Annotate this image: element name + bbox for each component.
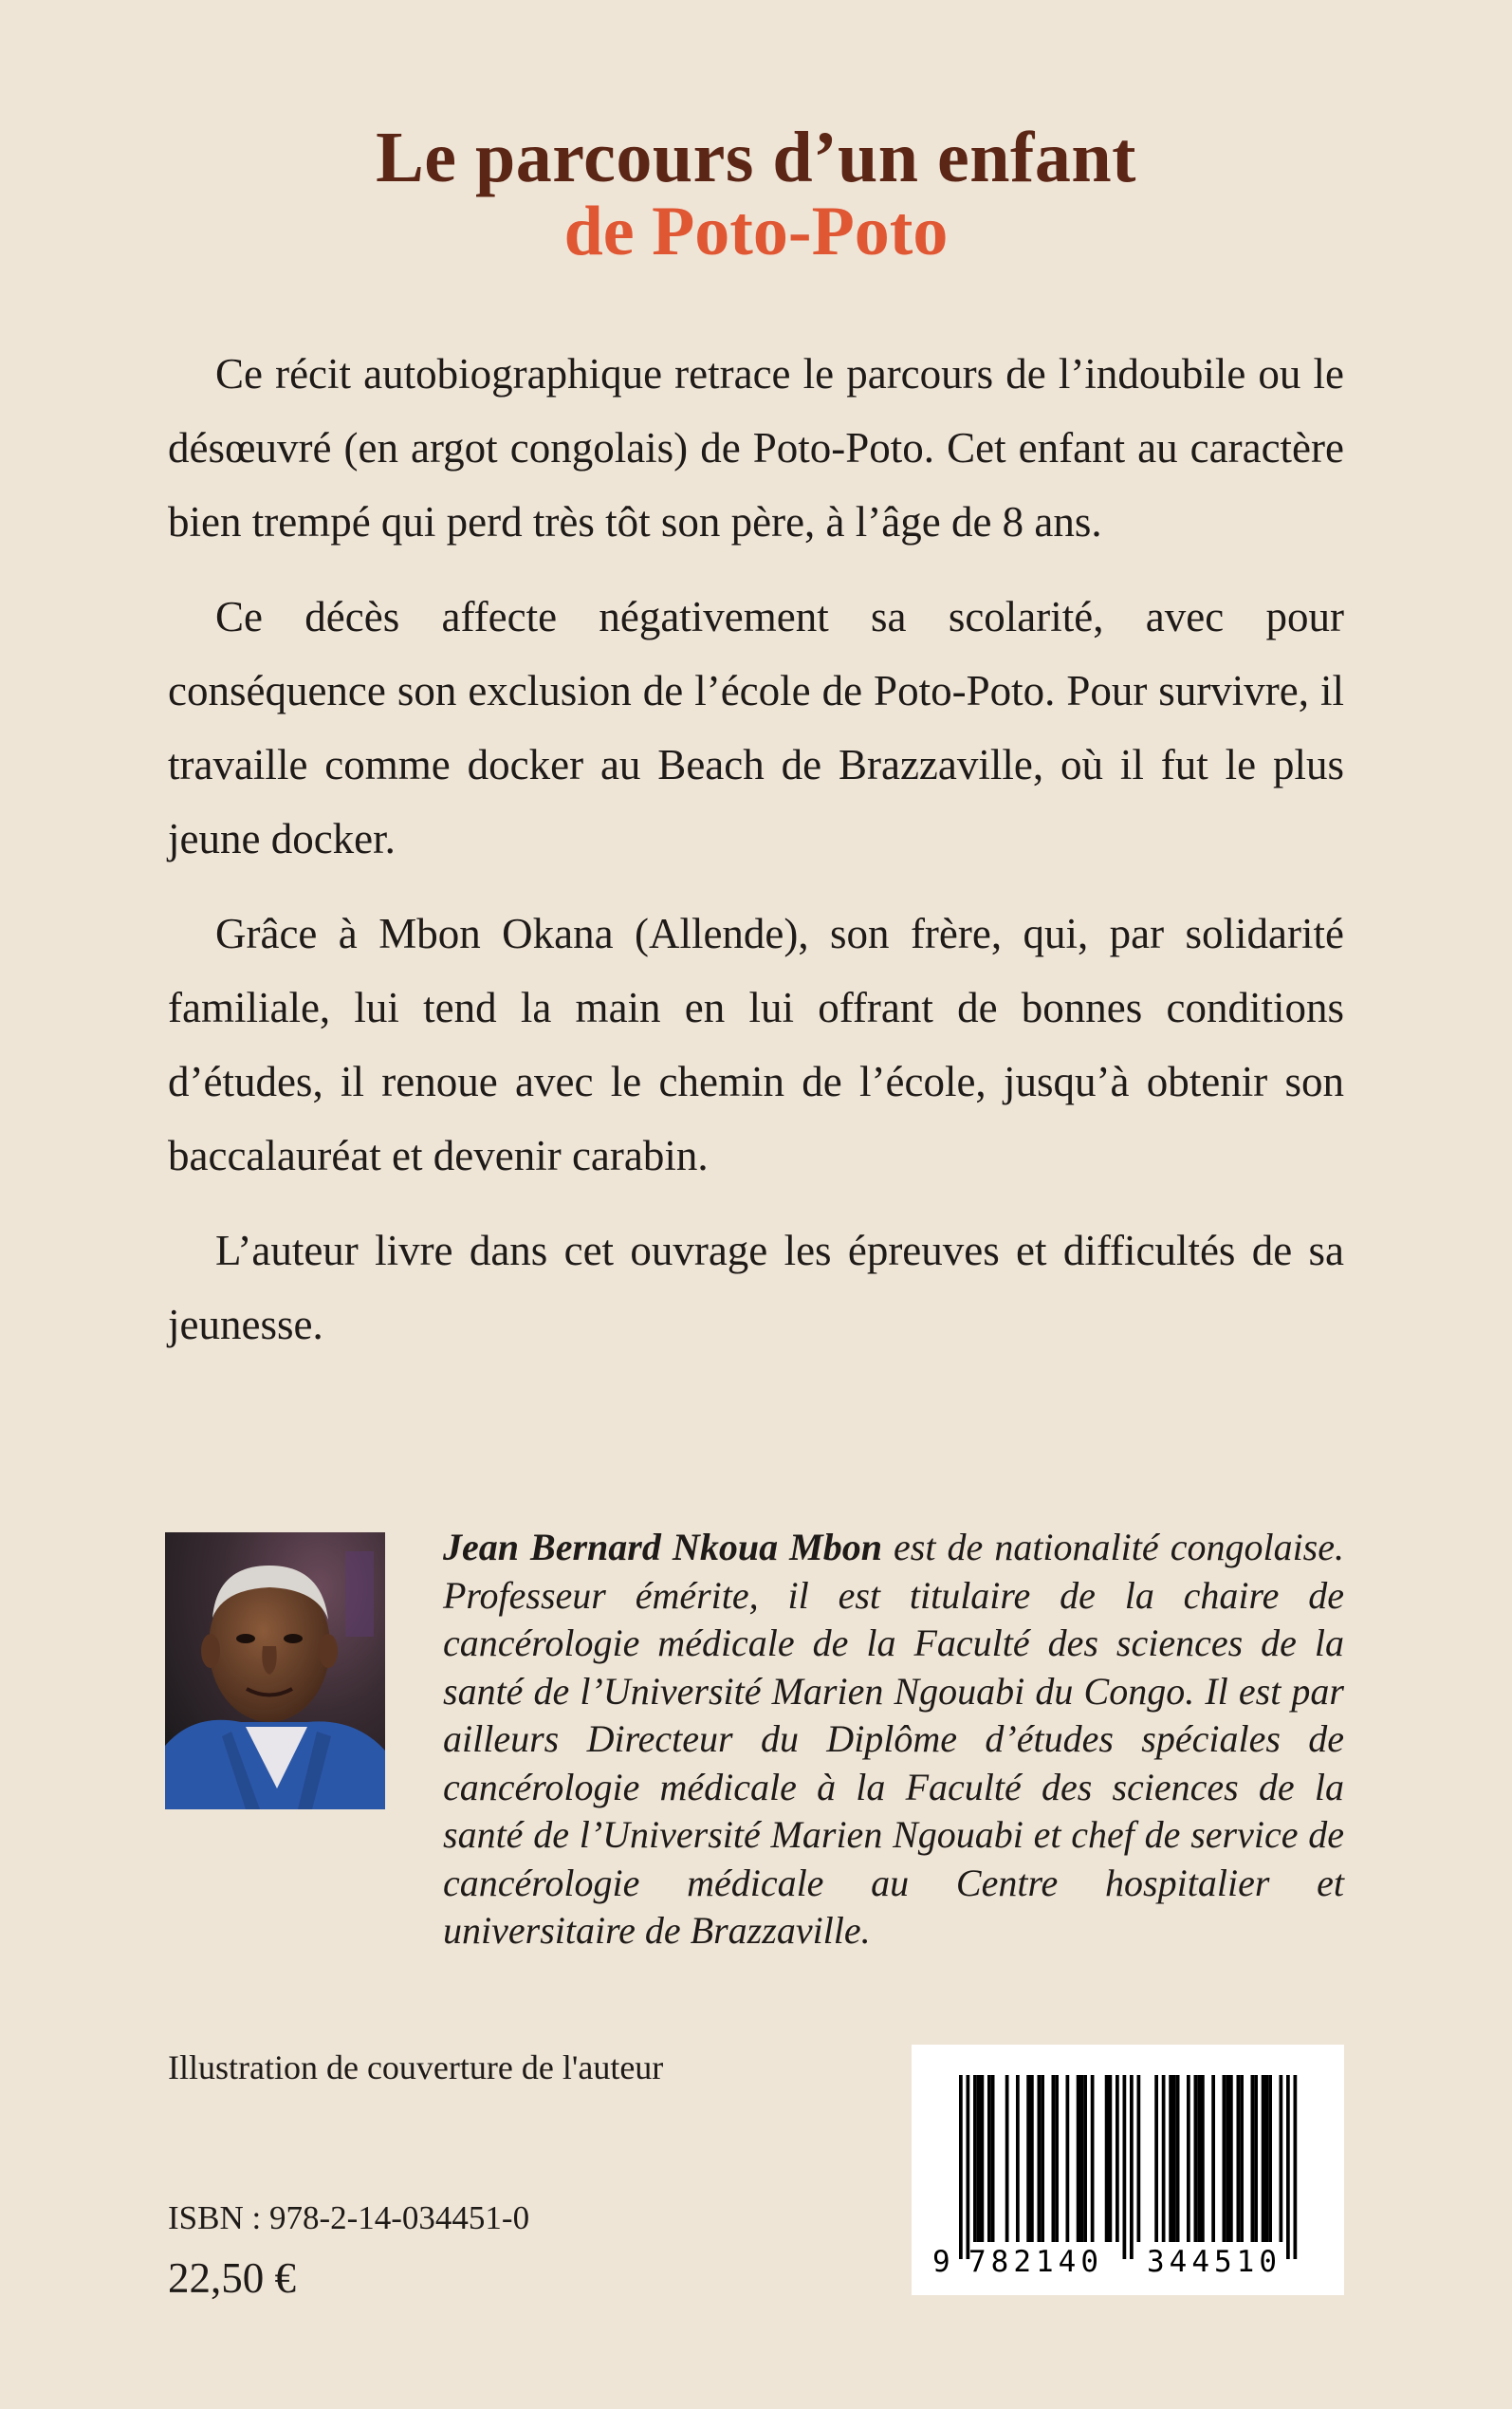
barcode-bar [1123, 2075, 1127, 2259]
price: 22,50 € [168, 2254, 296, 2302]
synopsis-paragraph: Ce récit autobiographique retrace le parcours de l’indoubile ou le désœuvré (en argot congolais) de Poto-Poto. Cet enfant au caractère bien trempé qui perd très tôt son père, à l’âge de 8 ans. [168, 350, 1344, 546]
title-line-2: de Poto-Poto [563, 193, 949, 270]
barcode-bar [1080, 2075, 1084, 2242]
barcode-bar [987, 2075, 991, 2242]
barcode-bar [1201, 2075, 1205, 2242]
barcode-bar [1237, 2075, 1241, 2242]
barcode-bar [1286, 2075, 1290, 2259]
barcode-bar [1026, 2075, 1030, 2242]
barcode-bar [1280, 2075, 1283, 2242]
barcode-bar [959, 2075, 963, 2259]
synopsis [168, 337, 1344, 1382]
synopsis-paragraph: L’auteur livre dans cet ouvrage les épreuves et difficultés de sa jeunesse. [168, 1227, 1344, 1348]
isbn: ISBN : 978-2-14-034451-0 [168, 2199, 530, 2236]
barcode-bar [1083, 2075, 1087, 2242]
barcode-bar [1194, 2075, 1198, 2242]
barcode-bar [1240, 2075, 1244, 2242]
barcode-digits-right: 344510 [1147, 2245, 1282, 2279]
barcode-bar [1066, 2075, 1070, 2242]
barcode-bar [1116, 2075, 1119, 2242]
barcode [912, 2045, 1344, 2295]
cover-credit: Illustration de couverture de l'auteur [168, 2048, 664, 2086]
barcode-bar [1294, 2075, 1298, 2259]
author-bio [168, 1524, 1344, 1955]
barcode-bar [1197, 2075, 1201, 2242]
barcode-bar [973, 2075, 977, 2242]
barcode-bar [1262, 2075, 1265, 2242]
barcode-bar [1055, 2075, 1059, 2242]
barcode-bar [1137, 2075, 1141, 2242]
barcode-bar [1030, 2075, 1034, 2242]
synopsis-paragraph: Grâce à Mbon Okana (Allende), son frère, qui, par solidarité familiale, lui tend la main en lui offrant de bonnes conditions d’études, il renoue avec le chemin de l’école, jusqu’à obtenir son baccalauréat et devenir carabin. [168, 910, 1344, 1179]
barcode-bar [981, 2075, 985, 2242]
author-name: Jean Bernard Nkoua Mbon [443, 1526, 882, 1568]
barcode-bar [1091, 2075, 1095, 2242]
barcode-bar [1229, 2075, 1233, 2242]
barcode-bar [1176, 2075, 1180, 2242]
barcode-bar [1226, 2075, 1229, 2242]
barcode-bar [1162, 2075, 1166, 2242]
barcode-bar [1052, 2075, 1056, 2242]
barcode-bar [1251, 2075, 1255, 2242]
barcode-bar [1265, 2075, 1269, 2242]
barcode-bar [1005, 2075, 1009, 2242]
barcode-bar [1187, 2075, 1190, 2242]
barcode-bar [1154, 2075, 1158, 2242]
barcode-bar [977, 2075, 981, 2242]
author-bio-text: est de nationalité congolaise. Professeur émérite, il est titulaire de la chaire de cancérologie médicale de la Faculté des sciences de la santé de l’Université Marien Ngouabi du Congo. Il est par ailleurs Directeur du Diplôme d’études spéciales de cancérologie médicale à la Faculté des sciences de la santé de l’Université Marien Ngouabi et chef de service de cancérologie médicale au Centre hospitalier et universitaire de Brazzaville. [443, 1526, 1345, 1952]
barcode-bar [1109, 2075, 1113, 2242]
barcode-bar [1105, 2075, 1109, 2242]
barcode-bar [1016, 2075, 1020, 2242]
synopsis-paragraph: Ce décès affecte négativement sa scolarité, avec pour conséquence son exclusion de l’école de Poto-Poto. Pour survivre, il travaille comme docker au Beach de Brazzaville, où il fut le plus jeune docker. [168, 593, 1344, 862]
barcode-bar [1077, 2075, 1080, 2242]
barcode-digit-lead: 9 [932, 2245, 950, 2279]
barcode-graphic [912, 2045, 1344, 2295]
barcode-bar [1169, 2075, 1172, 2242]
barcode-bar [1130, 2075, 1134, 2259]
barcode-bar [1211, 2075, 1215, 2242]
barcode-bar [967, 2075, 970, 2259]
barcode-bar [1041, 2075, 1044, 2242]
barcode-bar [1223, 2075, 1226, 2242]
barcode-bar [1172, 2075, 1176, 2242]
barcode-digits-left: 782140 [968, 2245, 1103, 2279]
barcode-bar [991, 2075, 995, 2242]
barcode-bar [1254, 2075, 1258, 2242]
title-line-1: Le parcours d’un enfant [376, 118, 1136, 197]
barcode-bar [1038, 2075, 1042, 2242]
barcode-bar [1268, 2075, 1272, 2242]
book-title [0, 118, 1512, 270]
